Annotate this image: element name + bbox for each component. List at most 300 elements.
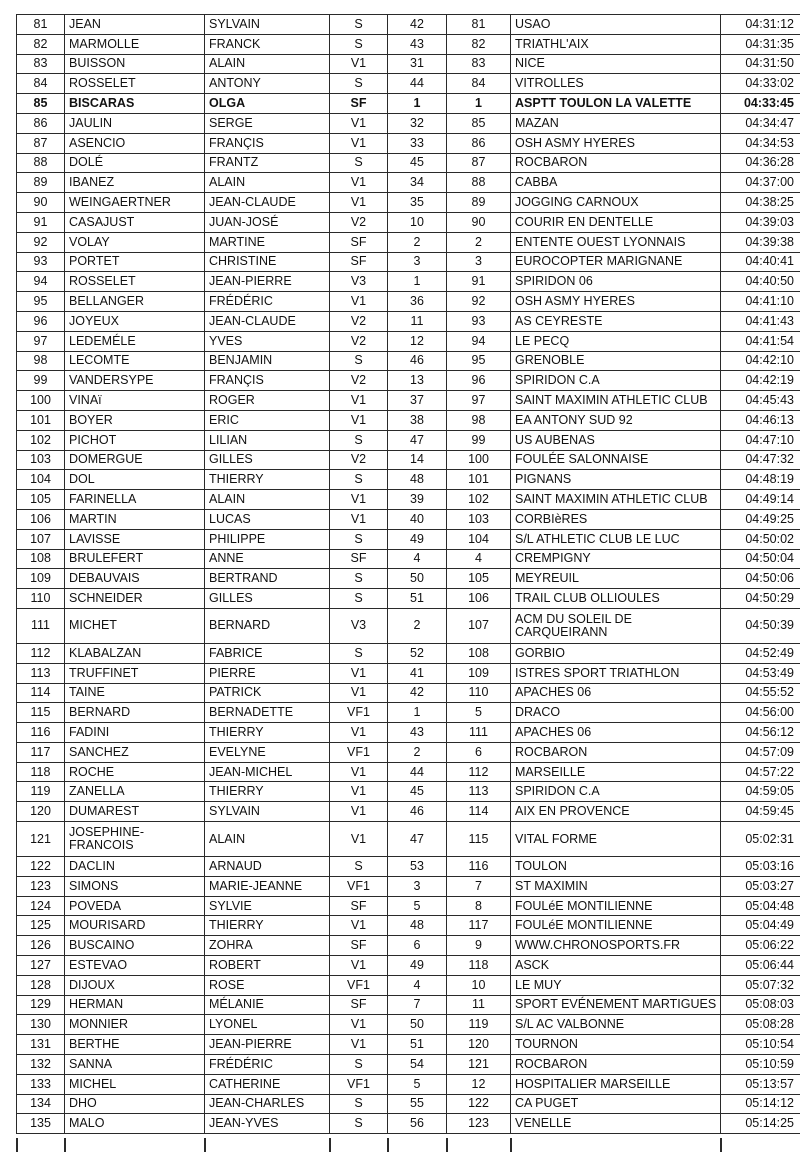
category-rank-cell: 47 (388, 822, 447, 857)
surname-cell: TAINE (65, 683, 205, 703)
category-cell: S (330, 643, 388, 663)
category-cell: V3 (330, 608, 388, 643)
category-rank-cell: 40 (388, 509, 447, 529)
club-cell: LE MUY (511, 975, 721, 995)
column-rule (720, 1138, 722, 1152)
club-cell: CREMPIGNY (511, 549, 721, 569)
time-cell: 04:31:50 (721, 54, 800, 74)
surname-cell: WEINGAERTNER (65, 193, 205, 213)
category-rank-cell: 46 (388, 802, 447, 822)
table-row (17, 896, 800, 916)
surname-cell: MONNIER (65, 1015, 205, 1035)
rank-cell: 111 (17, 608, 65, 643)
club-cell: CA PUGET (511, 1094, 721, 1114)
club-cell: ISTRES SPORT TRIATHLON (511, 663, 721, 683)
firstname-cell: JEAN-CLAUDE (205, 311, 330, 331)
club-cell: EUROCOPTER MARIGNANE (511, 252, 721, 272)
club-cell: FOULÉE SALONNAISE (511, 450, 721, 470)
firstname-cell: ROBERT (205, 956, 330, 976)
club-cell: TOULON (511, 857, 721, 877)
category-cell: V1 (330, 391, 388, 411)
club-cell: SPIRIDON C.A (511, 371, 721, 391)
table-row (17, 371, 800, 391)
club-cell: S/L ATHLETIC CLUB LE LUC (511, 529, 721, 549)
table-row (17, 876, 800, 896)
table-row (17, 703, 800, 723)
category-cell: SF (330, 995, 388, 1015)
category-cell: V1 (330, 193, 388, 213)
club-cell: FOULéE MONTILIENNE (511, 916, 721, 936)
time-cell: 04:48:19 (721, 470, 800, 490)
club-cell: NICE (511, 54, 721, 74)
surname-cell: BISCARAS (65, 94, 205, 114)
firstname-cell: ROSE (205, 975, 330, 995)
time-cell: 04:50:29 (721, 589, 800, 609)
time-cell: 05:08:28 (721, 1015, 800, 1035)
firstname-cell: THIERRY (205, 916, 330, 936)
category-cell: V1 (330, 490, 388, 510)
table-row (17, 1055, 800, 1075)
table-row (17, 569, 800, 589)
table-row (17, 153, 800, 173)
gender-rank-cell: 120 (447, 1035, 511, 1055)
club-cell: VENELLE (511, 1114, 721, 1134)
gender-rank-cell: 108 (447, 643, 511, 663)
category-rank-cell: 54 (388, 1055, 447, 1075)
category-cell: V1 (330, 292, 388, 312)
category-rank-cell: 1 (388, 272, 447, 292)
gender-rank-cell: 85 (447, 113, 511, 133)
club-cell: APACHES 06 (511, 683, 721, 703)
firstname-cell: BENJAMIN (205, 351, 330, 371)
time-cell: 04:38:25 (721, 193, 800, 213)
club-cell: VITROLLES (511, 74, 721, 94)
table-row (17, 113, 800, 133)
rank-cell: 103 (17, 450, 65, 470)
gender-rank-cell: 104 (447, 529, 511, 549)
rank-cell: 128 (17, 975, 65, 995)
column-rule (387, 1138, 389, 1152)
gender-rank-cell: 7 (447, 876, 511, 896)
table-row (17, 173, 800, 193)
firstname-cell: LILIAN (205, 430, 330, 450)
gender-rank-cell: 88 (447, 173, 511, 193)
table-row (17, 1094, 800, 1114)
surname-cell: MICHEL (65, 1074, 205, 1094)
category-rank-cell: 32 (388, 113, 447, 133)
time-cell: 04:37:00 (721, 173, 800, 193)
rank-cell: 86 (17, 113, 65, 133)
category-rank-cell: 46 (388, 351, 447, 371)
firstname-cell: GILLES (205, 450, 330, 470)
surname-cell: JOYEUX (65, 311, 205, 331)
firstname-cell: ARNAUD (205, 857, 330, 877)
rank-cell: 108 (17, 549, 65, 569)
surname-cell: HERMAN (65, 995, 205, 1015)
rank-cell: 89 (17, 173, 65, 193)
firstname-cell: FRANÇIS (205, 133, 330, 153)
category-cell: S (330, 74, 388, 94)
time-cell: 04:34:47 (721, 113, 800, 133)
gender-rank-cell: 97 (447, 391, 511, 411)
category-cell: S (330, 34, 388, 54)
category-rank-cell: 6 (388, 936, 447, 956)
table-row (17, 956, 800, 976)
time-cell: 04:39:03 (721, 212, 800, 232)
category-rank-cell: 34 (388, 173, 447, 193)
rank-cell: 88 (17, 153, 65, 173)
firstname-cell: JEAN-MICHEL (205, 762, 330, 782)
time-cell: 04:57:09 (721, 742, 800, 762)
firstname-cell: ANTONY (205, 74, 330, 94)
club-cell: MAZAN (511, 113, 721, 133)
category-rank-cell: 4 (388, 975, 447, 995)
category-rank-cell: 2 (388, 608, 447, 643)
table-row (17, 643, 800, 663)
firstname-cell: ROGER (205, 391, 330, 411)
gender-rank-cell: 93 (447, 311, 511, 331)
surname-cell: DIJOUX (65, 975, 205, 995)
surname-cell: CASAJUST (65, 212, 205, 232)
rank-cell: 84 (17, 74, 65, 94)
rank-cell: 126 (17, 936, 65, 956)
table-row (17, 782, 800, 802)
rank-cell: 82 (17, 34, 65, 54)
category-rank-cell: 49 (388, 529, 447, 549)
club-cell: ASPTT TOULON LA VALETTE (511, 94, 721, 114)
time-cell: 04:56:12 (721, 723, 800, 743)
category-rank-cell: 38 (388, 410, 447, 430)
gender-rank-cell: 98 (447, 410, 511, 430)
surname-cell: IBANEZ (65, 173, 205, 193)
category-rank-cell: 47 (388, 430, 447, 450)
table-row (17, 410, 800, 430)
club-cell: ROCBARON (511, 153, 721, 173)
gender-rank-cell: 4 (447, 549, 511, 569)
table-row (17, 723, 800, 743)
category-rank-cell: 14 (388, 450, 447, 470)
table-row (17, 94, 800, 114)
time-cell: 04:59:45 (721, 802, 800, 822)
gender-rank-cell: 91 (447, 272, 511, 292)
table-row (17, 1114, 800, 1134)
club-cell: SPORT EVÉNEMENT MARTIGUES (511, 995, 721, 1015)
table-row (17, 975, 800, 995)
time-cell: 04:50:04 (721, 549, 800, 569)
category-rank-cell: 5 (388, 896, 447, 916)
category-cell: VF1 (330, 876, 388, 896)
category-cell: V1 (330, 782, 388, 802)
firstname-cell: LUCAS (205, 509, 330, 529)
time-cell: 04:47:32 (721, 450, 800, 470)
club-cell: CABBA (511, 173, 721, 193)
table-row (17, 549, 800, 569)
category-cell: V2 (330, 450, 388, 470)
gender-rank-cell: 82 (447, 34, 511, 54)
table-row (17, 34, 800, 54)
surname-cell: LAVISSE (65, 529, 205, 549)
club-cell: GORBIO (511, 643, 721, 663)
category-cell: S (330, 589, 388, 609)
column-rule (329, 1138, 331, 1152)
time-cell: 04:50:06 (721, 569, 800, 589)
rank-cell: 131 (17, 1035, 65, 1055)
club-cell: AIX EN PROVENCE (511, 802, 721, 822)
surname-cell: BERNARD (65, 703, 205, 723)
rank-cell: 81 (17, 15, 65, 35)
column-rule (510, 1138, 512, 1152)
rank-cell: 87 (17, 133, 65, 153)
surname-cell: DACLIN (65, 857, 205, 877)
column-rule (204, 1138, 206, 1152)
time-cell: 04:41:43 (721, 311, 800, 331)
firstname-cell: FRANCK (205, 34, 330, 54)
gender-rank-cell: 2 (447, 232, 511, 252)
table-row (17, 742, 800, 762)
time-cell: 04:59:05 (721, 782, 800, 802)
club-cell: LE PECQ (511, 331, 721, 351)
category-rank-cell: 2 (388, 232, 447, 252)
club-cell: ROCBARON (511, 742, 721, 762)
rank-cell: 107 (17, 529, 65, 549)
category-cell: V1 (330, 956, 388, 976)
rank-cell: 120 (17, 802, 65, 822)
rank-cell: 129 (17, 995, 65, 1015)
firstname-cell: PHILIPPE (205, 529, 330, 549)
firstname-cell: OLGA (205, 94, 330, 114)
category-cell: V2 (330, 212, 388, 232)
column-rule (16, 1138, 18, 1152)
surname-cell: VOLAY (65, 232, 205, 252)
surname-cell: MOURISARD (65, 916, 205, 936)
table-row (17, 762, 800, 782)
surname-cell: MALO (65, 1114, 205, 1134)
time-cell: 04:31:35 (721, 34, 800, 54)
column-rule (64, 1138, 66, 1152)
rank-cell: 115 (17, 703, 65, 723)
surname-cell: PORTET (65, 252, 205, 272)
firstname-cell: LYONEL (205, 1015, 330, 1035)
category-rank-cell: 35 (388, 193, 447, 213)
surname-cell: DOL (65, 470, 205, 490)
firstname-cell: JEAN-PIERRE (205, 1035, 330, 1055)
time-cell: 04:47:10 (721, 430, 800, 450)
firstname-cell: JEAN-CLAUDE (205, 193, 330, 213)
gender-rank-cell: 116 (447, 857, 511, 877)
category-rank-cell: 3 (388, 876, 447, 896)
gender-rank-cell: 118 (447, 956, 511, 976)
category-rank-cell: 10 (388, 212, 447, 232)
table-row (17, 252, 800, 272)
club-cell: TRIATHL'AIX (511, 34, 721, 54)
rank-cell: 117 (17, 742, 65, 762)
firstname-cell: ZOHRA (205, 936, 330, 956)
surname-cell: MARTIN (65, 509, 205, 529)
firstname-cell: BERTRAND (205, 569, 330, 589)
rank-cell: 105 (17, 490, 65, 510)
category-rank-cell: 51 (388, 1035, 447, 1055)
gender-rank-cell: 103 (447, 509, 511, 529)
surname-cell: MARMOLLE (65, 34, 205, 54)
category-rank-cell: 45 (388, 153, 447, 173)
club-cell: VITAL FORME (511, 822, 721, 857)
gender-rank-cell: 121 (447, 1055, 511, 1075)
table-row (17, 331, 800, 351)
category-rank-cell: 13 (388, 371, 447, 391)
category-cell: S (330, 857, 388, 877)
category-rank-cell: 43 (388, 723, 447, 743)
firstname-cell: GILLES (205, 589, 330, 609)
category-rank-cell: 12 (388, 331, 447, 351)
club-cell: WWW.CHRONOSPORTS.FR (511, 936, 721, 956)
table-row (17, 802, 800, 822)
time-cell: 05:06:44 (721, 956, 800, 976)
surname-cell: SIMONS (65, 876, 205, 896)
time-cell: 04:56:00 (721, 703, 800, 723)
club-cell: DRACO (511, 703, 721, 723)
surname-cell: ZANELLA (65, 782, 205, 802)
time-cell: 05:04:49 (721, 916, 800, 936)
gender-rank-cell: 106 (447, 589, 511, 609)
category-cell: SF (330, 252, 388, 272)
category-cell: V1 (330, 822, 388, 857)
club-cell: HOSPITALIER MARSEILLE (511, 1074, 721, 1094)
time-cell: 04:50:39 (721, 608, 800, 643)
time-cell: 05:04:48 (721, 896, 800, 916)
rank-cell: 122 (17, 857, 65, 877)
category-cell: VF1 (330, 1074, 388, 1094)
firstname-cell: YVES (205, 331, 330, 351)
time-cell: 04:40:41 (721, 252, 800, 272)
category-cell: SF (330, 232, 388, 252)
surname-cell: FARINELLA (65, 490, 205, 510)
rank-cell: 132 (17, 1055, 65, 1075)
table-row (17, 54, 800, 74)
firstname-cell: ALAIN (205, 54, 330, 74)
firstname-cell: SYLVAIN (205, 802, 330, 822)
surname-cell: BRULEFERT (65, 549, 205, 569)
rank-cell: 110 (17, 589, 65, 609)
time-cell: 04:55:52 (721, 683, 800, 703)
gender-rank-cell: 10 (447, 975, 511, 995)
time-cell: 04:46:13 (721, 410, 800, 430)
surname-cell: BOYER (65, 410, 205, 430)
category-cell: S (330, 529, 388, 549)
surname-cell: LECOMTE (65, 351, 205, 371)
surname-cell: BUISSON (65, 54, 205, 74)
rank-cell: 100 (17, 391, 65, 411)
time-cell: 05:14:12 (721, 1094, 800, 1114)
surname-cell: BERTHE (65, 1035, 205, 1055)
table-row (17, 74, 800, 94)
surname-cell: ROSSELET (65, 74, 205, 94)
table-row (17, 391, 800, 411)
firstname-cell: ALAIN (205, 490, 330, 510)
category-rank-cell: 37 (388, 391, 447, 411)
category-rank-cell: 3 (388, 252, 447, 272)
table-row (17, 450, 800, 470)
category-cell: V1 (330, 410, 388, 430)
table-row (17, 15, 800, 35)
gender-rank-cell: 9 (447, 936, 511, 956)
time-cell: 05:10:54 (721, 1035, 800, 1055)
firstname-cell: SYLVAIN (205, 15, 330, 35)
surname-cell: ESTEVAO (65, 956, 205, 976)
category-rank-cell: 53 (388, 857, 447, 877)
gender-rank-cell: 109 (447, 663, 511, 683)
surname-cell: MICHET (65, 608, 205, 643)
category-cell: V1 (330, 173, 388, 193)
table-row (17, 470, 800, 490)
firstname-cell: MARTINE (205, 232, 330, 252)
firstname-cell: MÉLANIE (205, 995, 330, 1015)
rank-cell: 123 (17, 876, 65, 896)
category-rank-cell: 7 (388, 995, 447, 1015)
table-row (17, 490, 800, 510)
table-row (17, 351, 800, 371)
club-cell: COURIR EN DENTELLE (511, 212, 721, 232)
rank-cell: 133 (17, 1074, 65, 1094)
table-row (17, 589, 800, 609)
gender-rank-cell: 94 (447, 331, 511, 351)
category-rank-cell: 42 (388, 683, 447, 703)
category-rank-cell: 2 (388, 742, 447, 762)
firstname-cell: FRANTZ (205, 153, 330, 173)
gender-rank-cell: 110 (447, 683, 511, 703)
surname-cell: SCHNEIDER (65, 589, 205, 609)
category-cell: S (330, 430, 388, 450)
table-row (17, 292, 800, 312)
gender-rank-cell: 111 (447, 723, 511, 743)
category-rank-cell: 33 (388, 133, 447, 153)
column-rule (446, 1138, 448, 1152)
club-cell: SPIRIDON 06 (511, 272, 721, 292)
firstname-cell: THIERRY (205, 723, 330, 743)
surname-cell: BELLANGER (65, 292, 205, 312)
category-rank-cell: 5 (388, 1074, 447, 1094)
time-cell: 04:45:43 (721, 391, 800, 411)
gender-rank-cell: 112 (447, 762, 511, 782)
surname-cell: KLABALZAN (65, 643, 205, 663)
time-cell: 05:02:31 (721, 822, 800, 857)
firstname-cell: CHRISTINE (205, 252, 330, 272)
time-cell: 05:13:57 (721, 1074, 800, 1094)
results-body (17, 15, 800, 1134)
firstname-cell: JEAN-YVES (205, 1114, 330, 1134)
category-cell: V2 (330, 311, 388, 331)
surname-cell: DUMAREST (65, 802, 205, 822)
table-row (17, 663, 800, 683)
category-rank-cell: 45 (388, 782, 447, 802)
category-cell: SF (330, 94, 388, 114)
gender-rank-cell: 81 (447, 15, 511, 35)
gender-rank-cell: 115 (447, 822, 511, 857)
category-rank-cell: 41 (388, 663, 447, 683)
firstname-cell: ALAIN (205, 822, 330, 857)
rank-cell: 130 (17, 1015, 65, 1035)
gender-rank-cell: 6 (447, 742, 511, 762)
gender-rank-cell: 92 (447, 292, 511, 312)
surname-cell: DEBAUVAIS (65, 569, 205, 589)
rank-cell: 91 (17, 212, 65, 232)
rank-cell: 93 (17, 252, 65, 272)
category-cell: V2 (330, 371, 388, 391)
category-cell: V1 (330, 723, 388, 743)
category-cell: S (330, 153, 388, 173)
table-row (17, 133, 800, 153)
table-row (17, 529, 800, 549)
category-cell: SF (330, 549, 388, 569)
